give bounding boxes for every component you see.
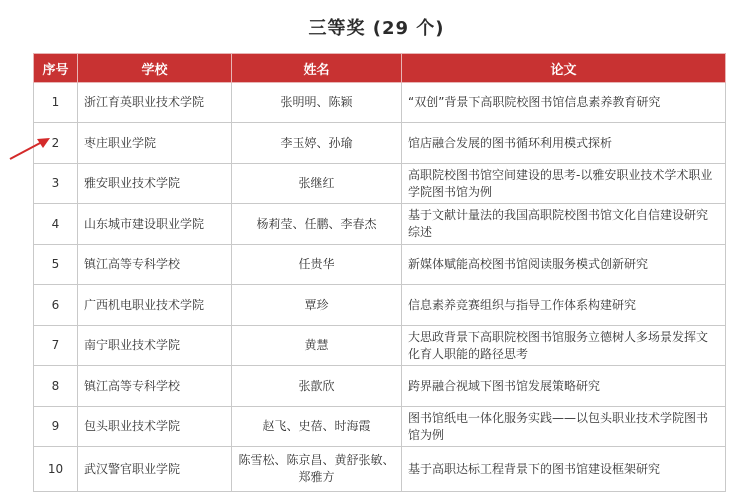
row-number: 8 — [34, 366, 78, 407]
row-paper: 图书馆纸电一体化服务实践——以包头职业技术学院图书馆为例 — [402, 407, 726, 447]
table-row — [34, 407, 726, 447]
page-title: 三等奖 (29 个) — [308, 18, 445, 39]
row-paper: “双创”背景下高职院校图书馆信息素养教育研究 — [402, 83, 726, 123]
row-school: 南宁职业技术学院 — [78, 326, 232, 366]
table-row — [34, 204, 726, 245]
row-paper: 高职院校图书馆空间建设的思考-以雅安职业技术学术职业学院图书馆为例 — [402, 164, 726, 204]
row-school: 广西机电职业技术学院 — [78, 285, 232, 326]
row-school: 武汉警官职业学院 — [78, 447, 232, 492]
header-paper: 论文 — [402, 54, 726, 83]
row-paper: 新媒体赋能高校图书馆阅读服务模式创新研究 — [402, 245, 726, 285]
row-names: 覃珍 — [232, 285, 402, 326]
red-arrow-icon — [8, 134, 52, 162]
row-names: 杨莉莹、任鹏、李春杰 — [232, 204, 402, 245]
table-row — [34, 285, 726, 326]
row-names: 李玉婷、孙瑜 — [232, 123, 402, 164]
row-school: 镇江高等专科学校 — [78, 245, 232, 285]
row-paper: 大思政背景下高职院校图书馆服务立德树人多场景发挥文化育人职能的路径思考 — [402, 326, 726, 366]
table-row — [34, 164, 726, 204]
row-school: 浙江育英职业技术学院 — [78, 83, 232, 123]
row-number: 7 — [34, 326, 78, 366]
row-paper: 馆店融合发展的图书循环利用模式探析 — [402, 123, 726, 164]
row-paper: 基于文献计量法的我国高职院校图书馆文化自信建设研究综述 — [402, 204, 726, 245]
row-school: 镇江高等专科学校 — [78, 366, 232, 407]
header-school: 学校 — [78, 54, 232, 83]
row-names: 黄慧 — [232, 326, 402, 366]
row-names: 张继红 — [232, 164, 402, 204]
table-header-row — [34, 54, 726, 83]
row-names: 赵飞、史蓓、时海霞 — [232, 407, 402, 447]
row-school: 枣庄职业学院 — [78, 123, 232, 164]
award-table — [33, 53, 726, 492]
table-row — [34, 123, 726, 164]
row-school: 山东城市建设职业学院 — [78, 204, 232, 245]
row-paper: 基于高职达标工程背景下的图书馆建设框架研究 — [402, 447, 726, 492]
row-number: 5 — [34, 245, 78, 285]
table-row — [34, 366, 726, 407]
table-row — [34, 326, 726, 366]
table-row — [34, 447, 726, 492]
row-number: 3 — [34, 164, 78, 204]
header-name: 姓名 — [232, 54, 402, 83]
row-paper: 跨界融合视域下图书馆发展策略研究 — [402, 366, 726, 407]
row-number: 6 — [34, 285, 78, 326]
row-names: 张明明、陈颖 — [232, 83, 402, 123]
row-names: 张歖欣 — [232, 366, 402, 407]
row-paper: 信息素养竞赛组织与指导工作体系构建研究 — [402, 285, 726, 326]
row-school: 包头职业技术学院 — [78, 407, 232, 447]
table-row — [34, 245, 726, 285]
header-number: 序号 — [34, 54, 78, 83]
row-school: 雅安职业技术学院 — [78, 164, 232, 204]
table-row — [34, 83, 726, 123]
row-number: 4 — [34, 204, 78, 245]
row-number: 10 — [34, 447, 78, 492]
row-number: 2 — [34, 123, 78, 164]
row-number: 1 — [34, 83, 78, 123]
row-names: 陈雪松、陈京昌、黄舒张敏、郑雅方 — [232, 447, 402, 492]
row-number: 9 — [34, 407, 78, 447]
row-names: 任贵华 — [232, 245, 402, 285]
